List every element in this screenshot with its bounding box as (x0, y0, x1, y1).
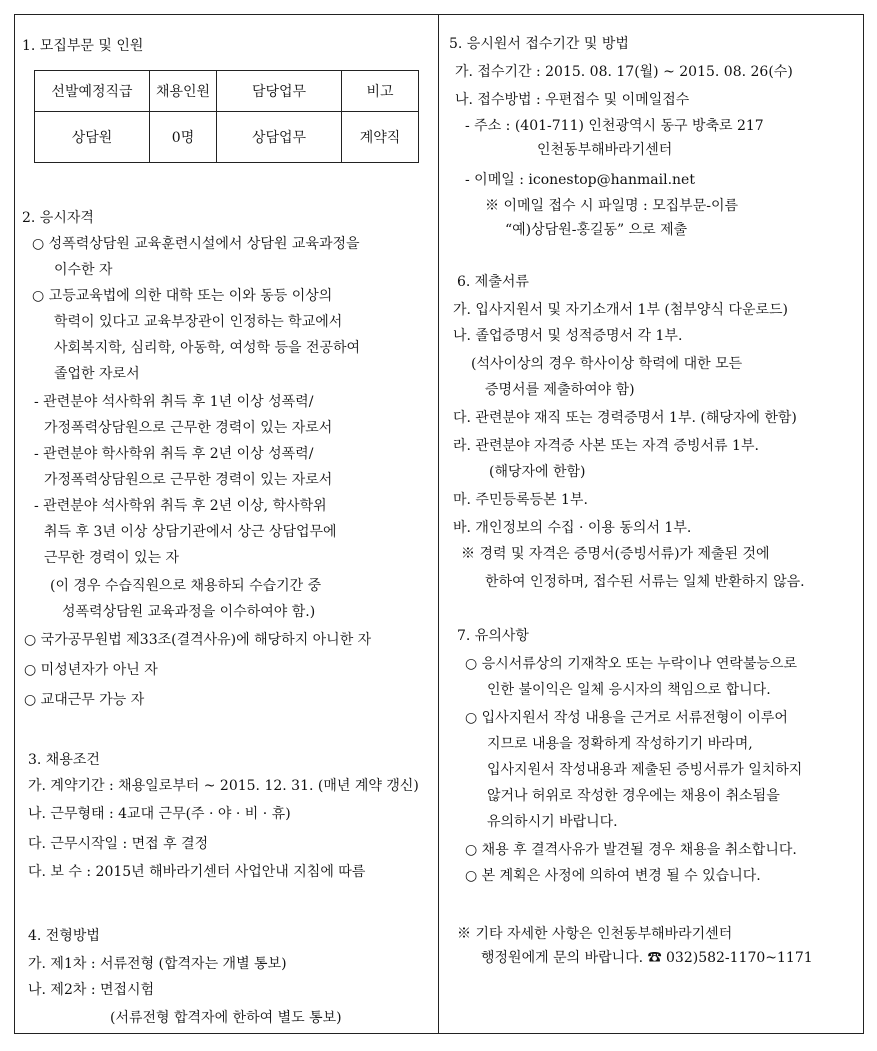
text-line: 가. 제1차 : 서류전형 (합격자는 개별 통보) (28, 956, 287, 972)
text-line: (서류전형 합격자에 한하여 별도 통보) (110, 1010, 342, 1026)
text-line: 지므로 내용을 정확하게 작성하기기 바라며, (487, 736, 753, 752)
text-line: - 관련분야 학사학위 취득 후 2년 이상 성폭력/ (34, 446, 314, 462)
text-line: ※ 이메일 접수 시 파일명 : 모집부문-이름 (485, 198, 739, 214)
text-line: 한하여 인정하며, 접수된 서류는 일체 반환하지 않음. (485, 574, 805, 590)
table-header: 채용인원 (150, 71, 217, 112)
text-line: 나. 접수방법 : 우편접수 및 이메일접수 (455, 92, 690, 108)
section-5-title: 5. 응시원서 접수기간 및 방법 (449, 36, 629, 52)
table-cell: 0명 (150, 112, 217, 163)
text-line: 성폭력상담원 교육과정을 이수하여야 함.) (62, 604, 316, 620)
text-line: - 관련분야 석사학위 취득 후 2년 이상, 학사학위 (34, 498, 327, 514)
footer-line: ※ 기타 자세한 사항은 인천동부해바라기센터 (457, 926, 733, 942)
text-line: (이 경우 수습직원으로 채용하되 수습기간 중 (50, 578, 322, 594)
text-line: 사회복지학, 심리학, 아동학, 여성학 등을 전공하여 (54, 340, 361, 356)
text-line: 라. 관련분야 자격증 사본 또는 자격 증빙서류 1부. (453, 438, 759, 454)
text-line: ○ 국가공무원법 제33조(결격사유)에 해당하지 아니한 자 (24, 632, 372, 648)
text-line: 졸업한 자로서 (54, 366, 140, 382)
text-line: 가정폭력상담원으로 근무한 경력이 있는 자로서 (44, 472, 333, 488)
column-divider (438, 14, 439, 1034)
text-line: ○ 미성년자가 아닌 자 (24, 662, 158, 678)
table-cell: 계약직 (342, 112, 419, 163)
table-header: 비고 (342, 71, 419, 112)
text-line: 유의하시기 바랍니다. (487, 814, 618, 830)
text-line: ○ 성폭력상담원 교육훈련시설에서 상담원 교육과정을 (32, 236, 360, 252)
text-line: 다. 근무시작일 : 면접 후 결정 (28, 836, 209, 852)
text-line: ○ 채용 후 결격사유가 발견될 경우 채용을 취소합니다. (465, 842, 797, 858)
text-line: 근무한 경력이 있는 자 (44, 550, 180, 566)
text-line: 취득 후 3년 이상 상담기관에서 상근 상담업무에 (44, 524, 337, 540)
text-line: 않거나 허위로 작성한 경우에는 채용이 취소됨을 (487, 788, 780, 804)
table-header-row (35, 71, 419, 112)
text-line: 다. 보 수 : 2015년 해바라기센터 사업안내 지침에 따름 (28, 864, 366, 880)
section-1-title: 1. 모집부문 및 인원 (22, 38, 144, 54)
text-line: ○ 응시서류상의 기재착오 또는 누락이나 연락불능으로 (465, 656, 797, 672)
text-line: (해당자에 한함) (489, 464, 586, 480)
section-4-title: 4. 전형방법 (28, 928, 100, 944)
text-line: ※ 경력 및 자격은 증명서(증빙서류)가 제출된 것에 (461, 546, 770, 562)
text-line: 마. 주민등록등본 1부. (453, 492, 588, 508)
table-header: 선발예정직급 (35, 71, 150, 112)
text-line: “예)상담원-홍길동” 으로 제출 (505, 222, 688, 238)
section-6-title: 6. 제출서류 (457, 274, 529, 290)
text-line: ○ 입사지원서 작성 내용을 근거로 서류전형이 이루어 (465, 710, 788, 726)
recruit-table (34, 70, 419, 163)
text-line: 이수한 자 (54, 262, 113, 278)
text-line: 나. 제2차 : 면접시험 (28, 982, 155, 998)
text-line: (석사이상의 경우 학사이상 학력에 대한 모든 (471, 356, 743, 372)
text-line: 나. 졸업증명서 및 성적증명서 각 1부. (453, 328, 683, 344)
text-line: ○ 교대근무 가능 자 (24, 692, 145, 708)
text-line: 학력이 있다고 교육부장관이 인정하는 학교에서 (54, 314, 343, 330)
table-cell: 상담원 (35, 112, 150, 163)
text-line: 나. 근무형태 : 4교대 근무(주 · 야 · 비 · 휴) (28, 806, 291, 822)
table-cell: 상담업무 (217, 112, 342, 163)
text-line: 입사지원서 작성내용과 제출된 증빙서류가 일치하지 (487, 762, 803, 778)
text-line: 가정폭력상담원으로 근무한 경력이 있는 자로서 (44, 420, 333, 436)
text-line: 인한 불이익은 일체 응시자의 책임으로 합니다. (487, 682, 771, 698)
text-line: 인천동부해바라기센터 (537, 142, 673, 158)
section-7-title: 7. 유의사항 (457, 628, 529, 644)
text-line: 다. 관련분야 재직 또는 경력증명서 1부. (해당자에 한함) (453, 410, 797, 426)
text-line: 바. 개인정보의 수집 · 이용 동의서 1부. (453, 520, 692, 536)
footer-line: 행정원에게 문의 바랍니다. ☎ 032)582-1170~1171 (481, 950, 813, 966)
table-row (35, 112, 419, 163)
text-line: - 이메일 : iconestop@hanmail.net (465, 172, 695, 188)
text-line: ○ 고등교육법에 의한 대학 또는 이와 동등 이상의 (32, 288, 333, 304)
text-line: 증명서를 제출하여야 함) (485, 382, 635, 398)
text-line: ○ 본 계획은 사정에 의하여 변경 될 수 있습니다. (465, 868, 761, 884)
section-3-title: 3. 채용조건 (28, 752, 100, 768)
text-line: 가. 계약기간 : 채용일로부터 ~ 2015. 12. 31. (매년 계약 갱신) (28, 778, 419, 794)
text-line: - 주소 : (401-711) 인천광역시 동구 방축로 217 (465, 118, 764, 134)
text-line: 가. 접수기간 : 2015. 08. 17(월) ~ 2015. 08. 26(수) (455, 64, 793, 80)
table-header: 담당업무 (217, 71, 342, 112)
text-line: - 관련분야 석사학위 취득 후 1년 이상 성폭력/ (34, 394, 314, 410)
section-2-title: 2. 응시자격 (22, 210, 94, 226)
text-line: 가. 입사지원서 및 자기소개서 1부 (첨부양식 다운로드) (453, 302, 788, 318)
